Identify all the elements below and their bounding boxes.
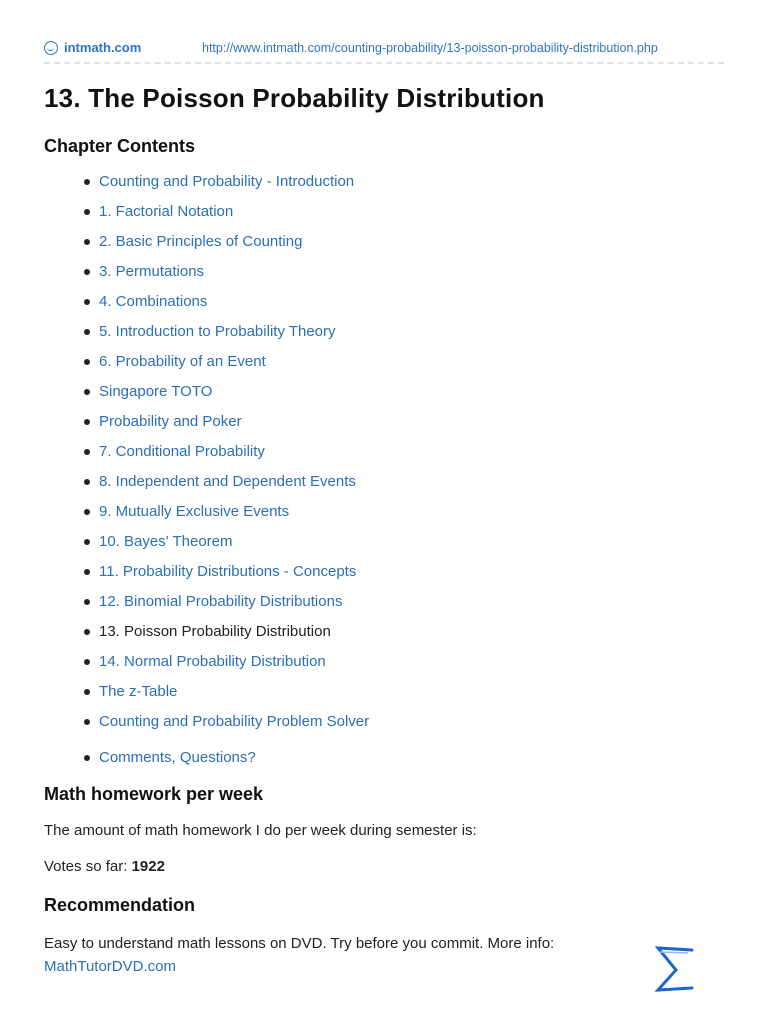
toc-link[interactable]: 14. Normal Probability Distribution (99, 653, 326, 670)
toc-link[interactable]: 5. Introduction to Probability Theory (99, 323, 336, 340)
recommendation-text (44, 932, 664, 978)
bullet-icon (84, 509, 90, 515)
bullet-icon (84, 359, 90, 365)
homework-heading: Math homework per week (44, 784, 264, 804)
toc-link[interactable]: Singapore TOTO (99, 383, 213, 400)
bullet-icon (84, 419, 90, 425)
bullet-icon (84, 299, 90, 305)
bullet-icon (84, 629, 90, 635)
bullet-icon (84, 389, 90, 395)
toc-link[interactable]: 10. Bayes' Theorem (99, 533, 233, 550)
bullet-icon (84, 539, 90, 545)
globe-icon (44, 41, 58, 55)
toc-item[interactable] (72, 590, 732, 620)
toc-link[interactable]: 12. Binomial Probability Distributions (99, 593, 343, 610)
toc-item[interactable] (72, 290, 732, 320)
bullet-icon (84, 719, 90, 725)
bullet-icon (84, 689, 90, 695)
bullet-icon (84, 179, 90, 185)
toc-item[interactable] (72, 260, 732, 290)
bullet-icon (84, 659, 90, 665)
toc-item[interactable] (72, 470, 732, 500)
toc-item[interactable] (72, 530, 732, 560)
toc-link[interactable]: 4. Combinations (99, 293, 208, 310)
toc-link[interactable]: Probability and Poker (99, 413, 242, 430)
brand-name[interactable]: intmath.com (64, 40, 142, 55)
bullet-icon (84, 329, 90, 335)
toc-item[interactable] (72, 710, 732, 740)
bullet-icon (84, 449, 90, 455)
toc-link[interactable]: 9. Mutually Exclusive Events (99, 503, 290, 520)
toc-link[interactable]: 7. Conditional Probability (99, 443, 265, 460)
votes-count: 1922 (131, 858, 165, 875)
recommendation-heading: Recommendation (44, 895, 196, 915)
toc-link[interactable]: 1. Factorial Notation (99, 203, 234, 220)
toc-item (72, 620, 732, 650)
chapter-contents-heading: Chapter Contents (44, 136, 196, 156)
toc-item[interactable] (72, 230, 732, 260)
toc-item[interactable] (72, 680, 732, 710)
homework-question: The amount of math homework I do per week during semester is: (44, 822, 477, 839)
toc-item[interactable] (72, 410, 732, 440)
toc-item[interactable] (72, 440, 732, 470)
brand[interactable] (44, 40, 141, 55)
toc-item[interactable] (72, 560, 732, 590)
toc-link[interactable]: Comments, Questions? (99, 749, 256, 766)
toc-link[interactable]: Counting and Probability Problem Solver (99, 713, 370, 730)
toc-item[interactable] (72, 650, 732, 680)
toc-current-page: 13. Poisson Probability Distribution (99, 623, 331, 640)
toc-link[interactable]: 6. Probability of an Event (99, 353, 266, 370)
bullet-icon (84, 569, 90, 575)
toc-item[interactable] (72, 380, 732, 410)
toc-item[interactable] (72, 500, 732, 530)
toc-item[interactable] (72, 746, 732, 776)
bullet-icon (84, 479, 90, 485)
page-url[interactable]: http://www.intmath.com/counting-probability/13-poisson-probability-distribution.php (202, 41, 658, 55)
toc-item[interactable] (72, 350, 732, 380)
bullet-icon (84, 599, 90, 605)
bullet-icon (84, 209, 90, 215)
chapter-contents-list (72, 170, 732, 776)
toc-item[interactable] (72, 320, 732, 350)
page-title: 13. The Poisson Probability Distribution (44, 83, 545, 113)
mathtutordvd-link[interactable]: MathTutorDVD.com (44, 958, 176, 975)
sigma-logo (652, 944, 696, 994)
recommendation-body: Easy to understand math lessons on DVD. Try before you commit. More info: (44, 935, 555, 952)
toc-item[interactable] (72, 170, 732, 200)
toc-link[interactable]: 8. Independent and Dependent Events (99, 473, 356, 490)
toc-link[interactable]: Counting and Probability - Introduction (99, 173, 355, 190)
toc-link[interactable]: 3. Permutations (99, 263, 205, 280)
toc-link[interactable]: The z-Table (99, 683, 178, 700)
bullet-icon (84, 755, 90, 761)
toc-item[interactable] (72, 200, 732, 230)
bullet-icon (84, 269, 90, 275)
bullet-icon (84, 239, 90, 245)
header-divider (44, 62, 724, 64)
votes-line (44, 858, 165, 875)
site-header (44, 40, 724, 60)
votes-label: Votes so far: (44, 858, 128, 875)
toc-link[interactable]: 2. Basic Principles of Counting (99, 233, 303, 250)
toc-link[interactable]: 11. Probability Distributions - Concepts (99, 563, 357, 580)
